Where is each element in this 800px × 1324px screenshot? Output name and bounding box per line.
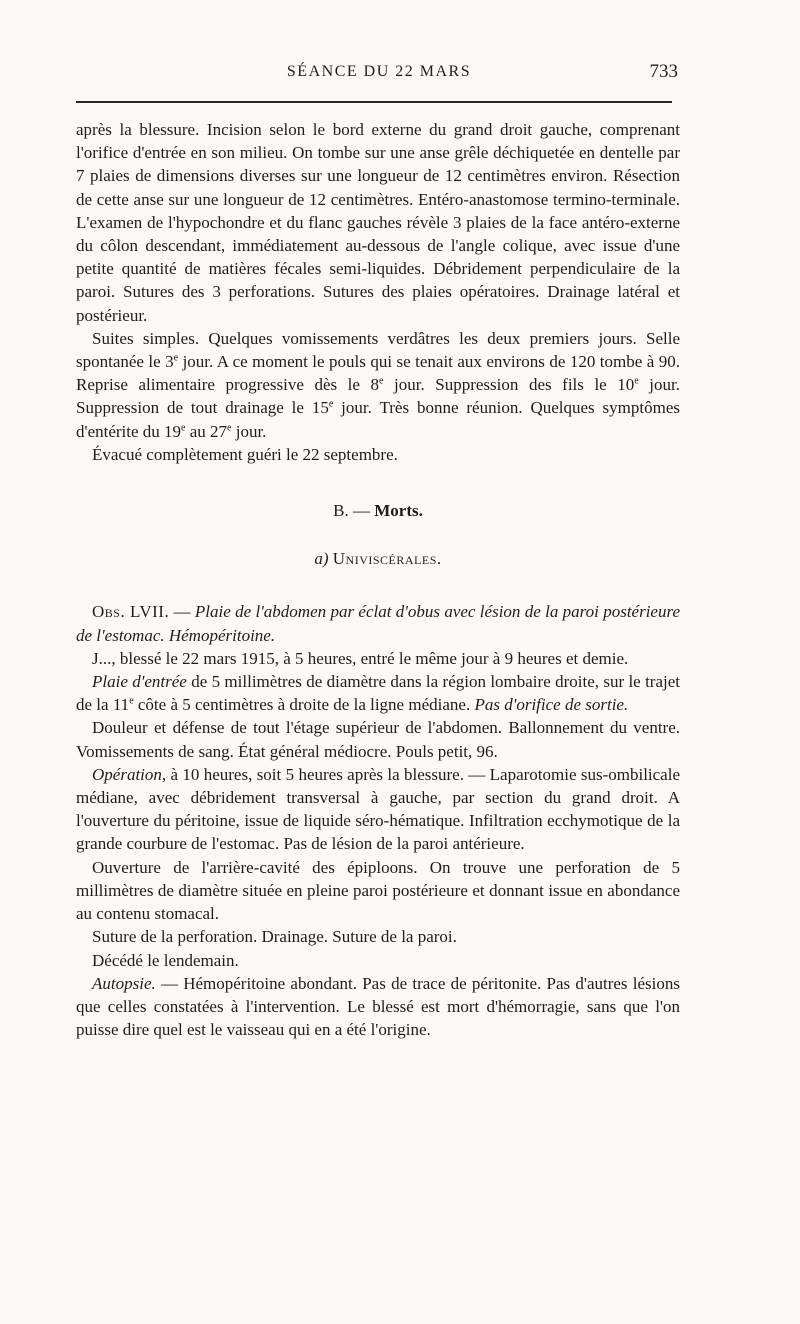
observation-heading: Obs. LVII. — Plaie de l'abdomen par éclat d'obus avec lésion de la paroi postérieure de l'estomac. Hémopéritoine.: [76, 602, 680, 645]
paragraph-ouverture: Ouverture de l'arrière-cavité des épiploons. On trouve une perforation de 5 millimètres de diamètre située en pleine paroi postérieure et donnant issue en abondance au contenu stomacal.: [76, 857, 680, 924]
paragraph-evacue: Évacué complètement guéri le 22 septembre.: [92, 444, 398, 464]
subsection-heading: a) Univiscérales.: [314, 549, 442, 569]
paragraph-operation-continued: après la blessure. Incision selon le bord externe du grand droit gauche, comprenant l'orifice d'entrée en son milieu. On tombe sur une anse grêle déchiquetée en dentelle par 7 plaies de dimensions diverses sur une longueur de 12 centimètres environ. Résection de cette anse sur une longueur de 12 centimètres. Entéro-anastomose termino-terminale. L'examen de l'hypochondre et du flanc gauches révèle 3 plaies de la face antéro-externe du côlon descendant, immédiatement au-dessous de l'angle colique, avec issue d'une petite quantité de matières fécales semi-liquides. Débridement perpendiculaire de la paroi. Sutures des 3 perforations. Sutures des plaies opératoires. Drainage latéral et postérieur.: [76, 120, 680, 325]
paragraph-operation: Opération, à 10 heures, soit 5 heures après la blessure. — Laparotomie sus-ombilicale médiane, avec débridement transversal à gauche, par section du grand droit. A l'ouverture du péritoine, issue de liquide séro-hématique. Infiltration ecchymotique de la grande courbure de l'estomac. Pas de lésion de la paroi antérieure.: [76, 764, 680, 854]
header-rule: [76, 101, 672, 103]
paragraph-plaie-entree: Plaie d'entrée de 5 millimètres de diamètre dans la région lombaire droite, sur le trajet de la 11e côte à 5 centimètres à droite de la ligne médiane. Pas d'orifice de sortie.: [76, 672, 680, 715]
page-number: 733: [649, 61, 678, 82]
paragraph-symptoms: Douleur et défense de tout l'étage supérieur de l'abdomen. Ballonnement du ventre. Vomissements de sang. État général médiocre. Pouls petit, 96.: [76, 718, 680, 761]
running-head: [76, 63, 682, 91]
paragraph-decede: Décédé le lendemain.: [92, 950, 239, 970]
section-heading: B. — Morts.: [333, 501, 423, 521]
body-text: [76, 118, 680, 1041]
paragraph-suites: Suites simples. Quelques vomissements verdâtres les deux premiers jours. Selle spontanée le 3e jour. A ce moment le pouls qui se tenait aux environs de 120 tombe à 90. Reprise alimentaire progressive dès le 8e jour. Suppression des fils le 10e jour. Suppression de tout drainage le 15e jour. Très bonne réunion. Quelques symptômes d'entérite du 19e au 27e jour.: [76, 328, 681, 441]
paragraph-suture: Suture de la perforation. Drainage. Suture de la paroi.: [92, 927, 457, 947]
paragraph-patient: J..., blessé le 22 mars 1915, à 5 heures, entré le même jour à 9 heures et demie.: [92, 648, 629, 668]
running-title: SÉANCE DU 22 MARS: [286, 63, 472, 80]
paragraph-autopsie: Autopsie. — Hémopéritoine abondant. Pas de trace de péritonite. Pas d'autres lésions que celles constatées à l'intervention. Le blessé est mort d'hémorragie, sans que l'on puisse dire quel est le vaisseau qui en a été l'origine.: [76, 973, 680, 1040]
